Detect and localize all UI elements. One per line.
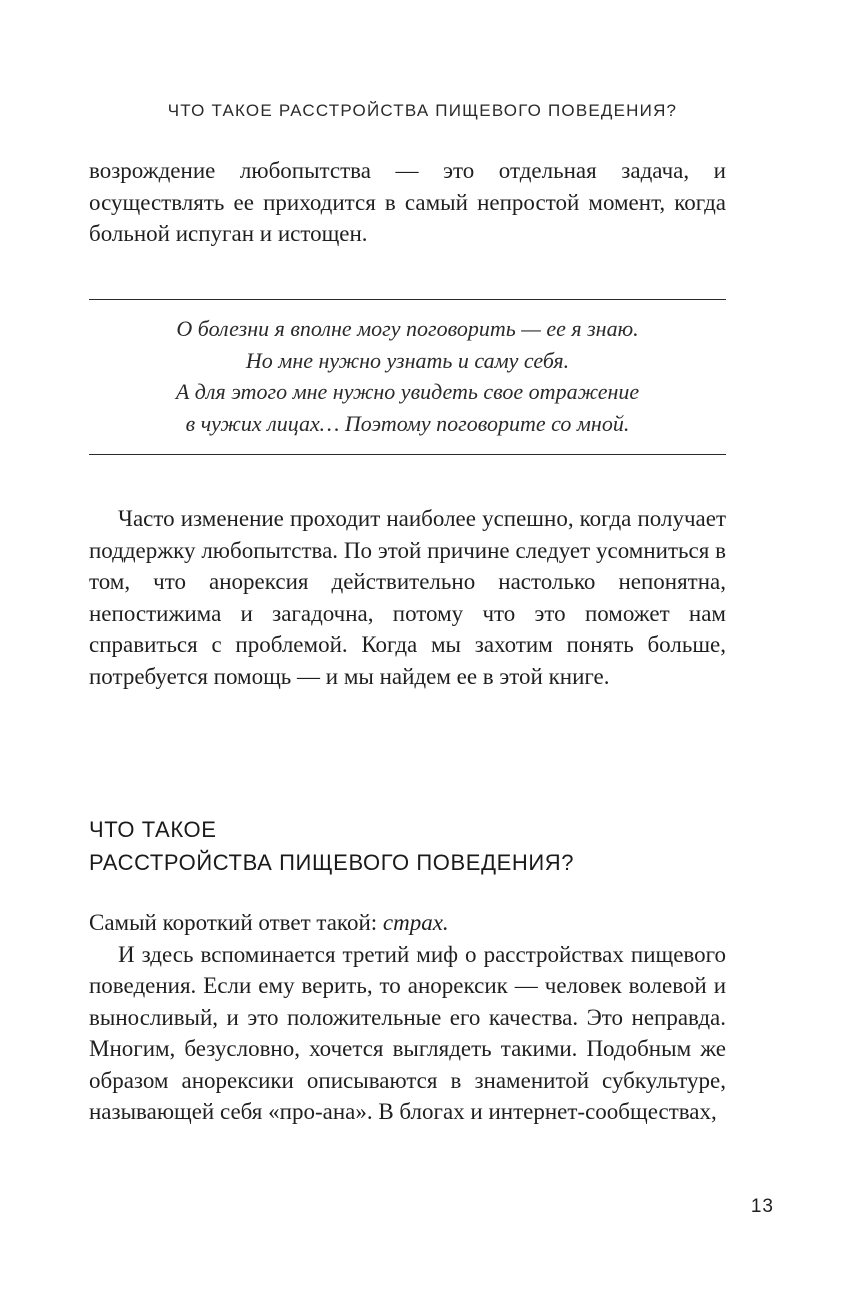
answer-block	[89, 907, 726, 1128]
quote-line: в чужих лицах… Поэтому поговорите со мной.	[185, 410, 630, 436]
section-heading-line-2: РАССТРОЙСТВА ПИЩЕВОГО ПОВЕДЕНИЯ?	[89, 850, 575, 875]
quote-line: О болезни я вполне могу поговорить — ее я знаю.	[176, 316, 639, 341]
paragraph-3: И здесь вспоминается третий миф о расстройствах пищевого поведения. Если ему верить, то анорексик — человек волевой и выносливый, и это положительные его качества. Это неправда. Многим, безусловно, хочется выглядеть такими. Подобным же образом анорексики описываются в знаменитой субкультуре, называющей себя «про-ана». В блогах и интернет-сообществах,	[89, 941, 726, 1124]
intro-paragraph: возрождение любопытства — это отдельная задача, и осуществлять ее приходится в самый непростой момент, когда больной испуган и истощен.	[89, 158, 726, 246]
page-number: 13	[750, 1196, 774, 1217]
short-answer-emphasis: страх.	[382, 910, 449, 935]
running-head: ЧТО ТАКОЕ РАССТРОЙСТВА ПИЩЕВОГО ПОВЕДЕНИЯ?	[167, 101, 678, 120]
quote-line: А для этого мне нужно увидеть свое отражение	[175, 379, 640, 404]
paragraph-2: Часто изменение проходит наиболее успешно, когда получает поддержку любопытства. По этой причине следует усомниться в том, что анорексия действительно настолько непонятна, непостижима и загадочна, потому что это поможет нам справиться с проблемой. Когда мы захотим понять больше, потребуется помощь — и мы найдем ее в этой книге.	[89, 506, 726, 689]
section-heading-line-1: ЧТО ТАКОЕ	[89, 817, 217, 842]
paragraph-2-block	[89, 503, 726, 692]
intro-paragraph-block	[89, 155, 726, 250]
quote-top-rule	[89, 299, 726, 300]
short-answer	[89, 907, 726, 939]
quote-bottom-rule	[89, 454, 726, 455]
epigraph-quote	[89, 313, 726, 439]
section-heading	[89, 813, 574, 879]
short-answer-prefix: Самый короткий ответ такой:	[89, 910, 383, 935]
quote-line: Но мне нужно узнать и саму себя.	[245, 347, 570, 373]
